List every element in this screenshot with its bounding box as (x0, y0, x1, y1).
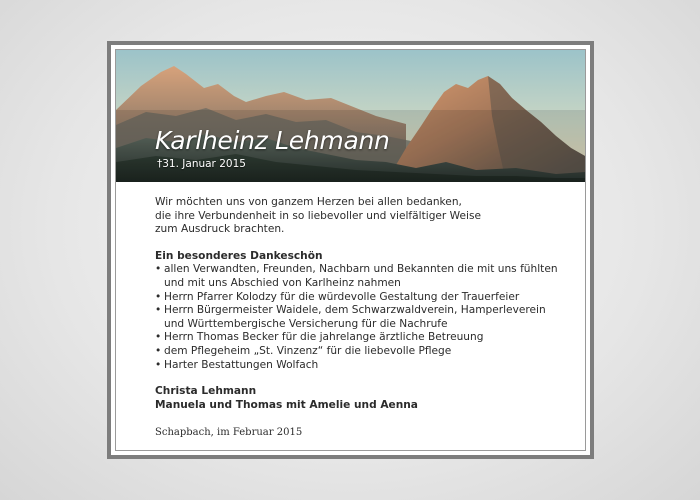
intro-paragraph (155, 196, 575, 237)
list-item-line: • Herrn Bürgermeister Waidele, dem Schwarzwaldverein, Hamperleverein (164, 304, 546, 317)
list-item-line: • Herrn Pfarrer Kolodzy für die würdevolle Gestaltung der Trauerfeier (164, 290, 520, 303)
card-frame (115, 49, 586, 451)
place-date: Schapbach, im Februar 2015 (155, 427, 303, 439)
list-item-line: • Harter Bestattungen Wolfach (164, 358, 319, 371)
list-item (155, 345, 575, 359)
intro-line: zum Ausdruck brachten. (155, 223, 285, 236)
death-date: †31. Januar 2015 (157, 158, 246, 170)
thanks-text (155, 196, 575, 440)
list-item-line: und Württembergische Versicherung für die Nachrufe (164, 317, 448, 330)
signature-line: Manuela und Thomas mit Amelie und Aenna (155, 398, 418, 411)
mountain-banner (116, 50, 585, 182)
list-item (155, 359, 575, 373)
obituary-card (107, 41, 594, 459)
list-item-line: • dem Pflegeheim „St. Vinzenz“ für die liebevolle Pflege (164, 344, 452, 357)
signature-line: Christa Lehmann (155, 385, 257, 398)
deceased-name: Karlheinz Lehmann (155, 126, 390, 155)
list-item (155, 263, 575, 290)
thanks-list (155, 263, 575, 372)
list-item (155, 291, 575, 305)
list-item-line: und mit uns Abschied von Karlheinz nahmen (164, 276, 401, 289)
signature (155, 385, 575, 412)
list-item-line: • allen Verwandten, Freunden, Nachbarn und Bekannten die mit uns fühlten (164, 263, 558, 276)
list-item (155, 304, 575, 331)
list-item-line: • Herrn Thomas Becker für die jahrelange ärztliche Betreuung (164, 331, 484, 344)
intro-line: Wir möchten uns von ganzem Herzen bei allen bedanken, (155, 196, 462, 208)
card-inner (111, 45, 590, 455)
intro-line: die ihre Verbundenheit in so liebevoller und vielfältiger Weise (155, 209, 482, 222)
list-item (155, 331, 575, 345)
thanks-heading: Ein besonderes Dankeschön (155, 249, 323, 262)
